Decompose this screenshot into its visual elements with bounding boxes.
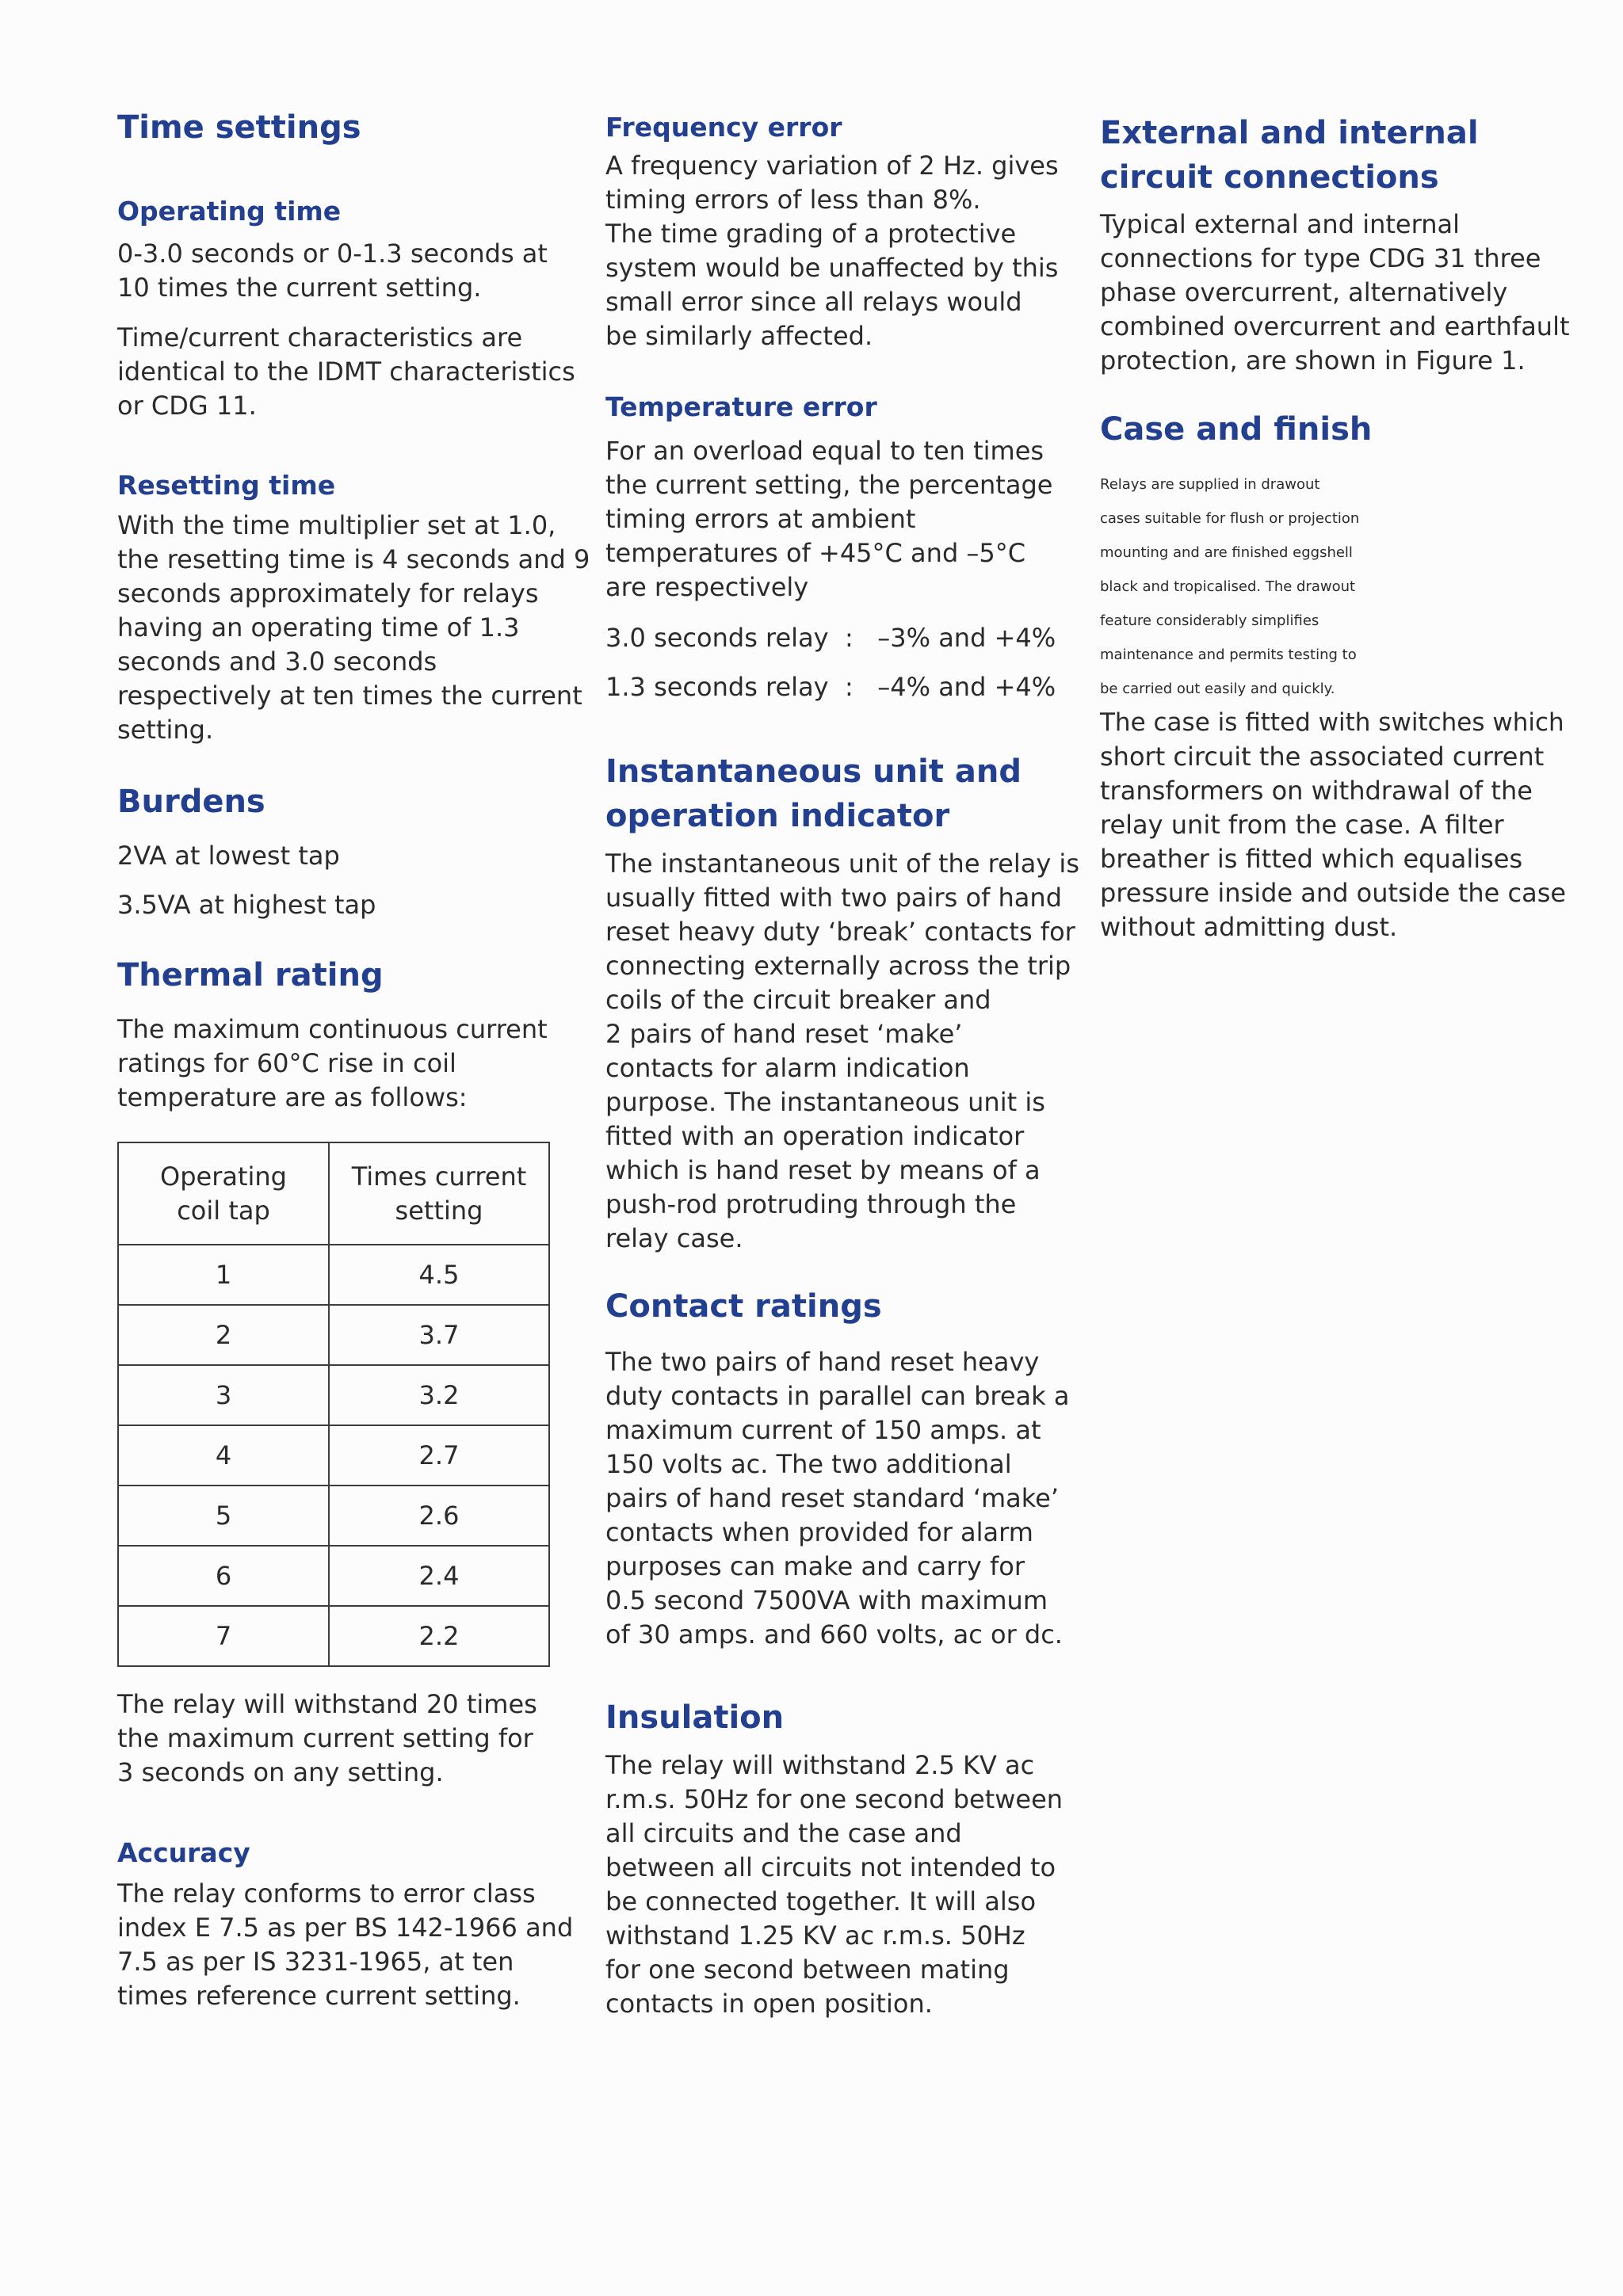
text-line: fitted with an operation indicator <box>605 1121 1025 1151</box>
text-line: small error since all relays would <box>605 287 1022 317</box>
text-line: withstand 1.25 KV ac r.m.s. 50Hz <box>605 1920 1025 1951</box>
text-line: Typical external and internal <box>1100 209 1460 239</box>
text-line: relay case. <box>605 1223 743 1253</box>
text-line: maintenance and permits testing to <box>1100 646 1357 663</box>
text-line: feature considerably simplifies <box>1100 612 1319 629</box>
text-line: The time grading of a protective <box>605 219 1017 249</box>
burdens-highest <box>117 888 376 922</box>
connections-paragraph <box>1100 208 1570 378</box>
table-cell-times: 2.6 <box>329 1486 549 1546</box>
text-line: seconds and 3.0 seconds <box>117 646 437 677</box>
text-line: short circuit the associated current <box>1100 742 1545 772</box>
operating-time-paragraph <box>117 237 548 305</box>
text-line: ratings for 60°C rise in coil <box>117 1048 456 1078</box>
resetting-time-paragraph <box>117 509 590 747</box>
text-line: breather is fitted which equalises <box>1100 844 1523 874</box>
text-line: A frequency variation of 2 Hz. gives <box>605 151 1059 181</box>
text-line: the resetting time is 4 seconds and 9 <box>117 544 590 574</box>
table-cell-times: 3.2 <box>329 1365 549 1425</box>
header-line: Operating <box>160 1161 287 1192</box>
table-row <box>118 1245 549 1305</box>
relay-1s-error <box>605 670 1056 704</box>
contact-ratings-paragraph <box>605 1345 1069 1652</box>
text-line: be similarly affected. <box>605 321 873 351</box>
table-row <box>118 1365 549 1425</box>
text-line: temperature are as follows: <box>117 1082 468 1112</box>
table-cell-tap: 2 <box>118 1305 329 1365</box>
text-line: respectively at ten times the current <box>117 681 582 711</box>
text-line: contacts in open position. <box>605 1989 933 2019</box>
text-line: The maximum continuous current <box>117 1014 548 1044</box>
text-line: usually fitted with two pairs of hand <box>605 883 1062 913</box>
text-line: For an overload equal to ten times <box>605 436 1044 466</box>
text-line: reset heavy duty ‘break’ contacts for <box>605 917 1075 947</box>
text-line: transformers on withdrawal of the <box>1100 776 1533 806</box>
text-line: duty contacts in parallel can break a <box>605 1381 1070 1411</box>
text-line: 2 pairs of hand reset ‘make’ <box>605 1019 963 1049</box>
text-line: black and tropicalised. The drawout <box>1100 578 1356 595</box>
insulation-heading: Insulation <box>605 1699 785 1736</box>
thermal-rating-heading: Thermal rating <box>117 957 384 994</box>
table-cell-tap: 6 <box>118 1546 329 1606</box>
table-row <box>118 1606 549 1666</box>
text-line: 1.3 seconds relay : –4% and +4% <box>605 672 1056 702</box>
accuracy-heading: Accuracy <box>117 1837 250 1868</box>
text-line: all circuits and the case and <box>605 1818 962 1848</box>
withstand-paragraph <box>117 1688 537 1790</box>
text-line: Time/current characteristics are <box>117 322 523 353</box>
temperature-error-heading: Temperature error <box>605 391 877 422</box>
operating-time-heading: Operating time <box>117 196 342 227</box>
text-line: 150 volts ac. The two additional <box>605 1449 1012 1479</box>
text-line: 0.5 second 7500VA with maximum <box>605 1585 1048 1615</box>
relay-3s-error <box>605 621 1056 655</box>
text-line: of 30 amps. and 660 volts, ac or dc. <box>605 1619 1063 1650</box>
text-line: times reference current setting. <box>117 1981 521 2011</box>
text-line: are respectively <box>605 572 809 602</box>
header-line: Times current <box>351 1161 527 1192</box>
table-row <box>118 1425 549 1486</box>
table-cell-times: 2.2 <box>329 1606 549 1666</box>
heading-line: circuit connections <box>1100 159 1439 196</box>
text-line: the maximum current setting for <box>117 1723 533 1753</box>
text-line: The instantaneous unit of the relay is <box>605 849 1079 879</box>
text-line: With the time multiplier set at 1.0, <box>117 510 556 540</box>
text-line: contacts for alarm indication <box>605 1053 970 1083</box>
text-line: between all circuits not intended to <box>605 1852 1056 1882</box>
text-line: 10 times the current setting. <box>117 273 482 303</box>
text-line: 3.5VA at highest tap <box>117 890 376 920</box>
header-line: coil tap <box>177 1195 270 1226</box>
text-line: index E 7.5 as per BS 142-1966 and <box>117 1913 574 1943</box>
table-cell-times: 3.7 <box>329 1305 549 1365</box>
case-finish-paragraph <box>1100 467 1566 944</box>
table-header-row <box>118 1142 549 1245</box>
table-cell-times: 4.5 <box>329 1245 549 1305</box>
text-line: timing errors at ambient <box>605 504 916 534</box>
text-line: r.m.s. 50Hz for one second between <box>605 1784 1064 1814</box>
text-line: identical to the IDMT characteristics <box>117 357 575 387</box>
table-row <box>118 1546 549 1606</box>
table-row <box>118 1305 549 1365</box>
external-internal-connections-heading <box>1100 111 1479 200</box>
text-line: push-rod protruding through the <box>605 1189 1017 1219</box>
text-line: setting. <box>117 715 214 745</box>
table-row <box>118 1486 549 1546</box>
text-line: purposes can make and carry for <box>605 1551 1025 1581</box>
text-line: coils of the circuit breaker and <box>605 985 991 1015</box>
text-line: be carried out easily and quickly. <box>1100 681 1335 697</box>
time-settings-heading: Time settings <box>117 109 361 146</box>
text-line: 7.5 as per IS 3231-1965, at ten <box>117 1947 514 1977</box>
instantaneous-unit-paragraph <box>605 847 1079 1256</box>
text-line: connecting externally across the trip <box>605 951 1071 981</box>
table-header-coil-tap <box>118 1142 329 1245</box>
text-line: maximum current of 150 amps. at <box>605 1415 1041 1445</box>
text-line: or CDG 11. <box>117 391 257 421</box>
table-cell-times: 2.7 <box>329 1425 549 1486</box>
text-line: Relays are supplied in drawout <box>1100 476 1320 493</box>
instantaneous-unit-heading <box>605 749 1022 838</box>
text-line: seconds approximately for relays <box>117 578 539 608</box>
text-line: The two pairs of hand reset heavy <box>605 1347 1040 1377</box>
text-line: purpose. The instantaneous unit is <box>605 1087 1045 1117</box>
burdens-lowest <box>117 839 340 873</box>
case-finish-heading: Case and finish <box>1100 411 1373 448</box>
text-line: connections for type CDG 31 three <box>1100 243 1541 273</box>
table-header-times-current <box>329 1142 549 1245</box>
text-line: protection, are shown in Figure 1. <box>1100 345 1526 376</box>
text-line: having an operating time of 1.3 <box>117 612 520 643</box>
text-line: be connected together. It will also <box>605 1886 1037 1917</box>
table-cell-tap: 7 <box>118 1606 329 1666</box>
burdens-heading: Burdens <box>117 784 265 820</box>
text-line: which is hand reset by means of a <box>605 1155 1041 1185</box>
insulation-paragraph <box>605 1749 1063 2021</box>
text-line: combined overcurrent and earthfault <box>1100 311 1570 341</box>
characteristics-paragraph <box>117 321 575 423</box>
text-line: for one second between mating <box>605 1955 1010 1985</box>
text-line: pressure inside and outside the case <box>1100 878 1567 908</box>
text-line: system would be unaffected by this <box>605 253 1059 283</box>
text-line: mounting and are finished eggshell <box>1100 544 1353 561</box>
text-line: The relay conforms to error class <box>117 1878 536 1909</box>
heading-line: External and internal <box>1100 115 1479 151</box>
temperature-error-paragraph <box>605 434 1052 605</box>
resetting-time-heading: Resetting time <box>117 470 336 501</box>
table-cell-tap: 1 <box>118 1245 329 1305</box>
text-line: The relay will withstand 2.5 KV ac <box>605 1750 1035 1780</box>
text-line: phase overcurrent, alternatively <box>1100 277 1508 307</box>
text-line: The relay will withstand 20 times <box>117 1689 537 1719</box>
text-line: pairs of hand reset standard ‘make’ <box>605 1483 1060 1513</box>
text-line: 2VA at lowest tap <box>117 841 340 871</box>
thermal-rating-paragraph <box>117 1013 548 1115</box>
text-line: The case is fitted with switches which <box>1100 708 1564 737</box>
text-line: 3 seconds on any setting. <box>117 1757 444 1787</box>
table-cell-tap: 5 <box>118 1486 329 1546</box>
text-line: relay unit from the case. A filter <box>1100 810 1504 840</box>
heading-line: operation indicator <box>605 798 950 834</box>
text-line: the current setting, the percentage <box>605 470 1053 500</box>
thermal-rating-table <box>117 1142 550 1667</box>
text-line: timing errors of less than 8%. <box>605 185 981 215</box>
frequency-error-heading: Frequency error <box>605 112 842 143</box>
text-line: 3.0 seconds relay : –3% and +4% <box>605 623 1056 653</box>
text-line: 0-3.0 seconds or 0-1.3 seconds at <box>117 238 548 269</box>
text-line: without admitting dust. <box>1100 912 1398 942</box>
heading-line: Instantaneous unit and <box>605 753 1022 790</box>
table-cell-tap: 4 <box>118 1425 329 1486</box>
text-line: contacts when provided for alarm <box>605 1517 1033 1547</box>
table-cell-times: 2.4 <box>329 1546 549 1606</box>
accuracy-paragraph <box>117 1877 573 2013</box>
text-line: temperatures of +45°C and –5°C <box>605 538 1026 568</box>
header-line: setting <box>395 1195 483 1226</box>
frequency-error-paragraph <box>605 149 1059 353</box>
table-cell-tap: 3 <box>118 1365 329 1425</box>
text-line: cases suitable for flush or projection <box>1100 510 1360 527</box>
contact-ratings-heading: Contact ratings <box>605 1288 882 1325</box>
